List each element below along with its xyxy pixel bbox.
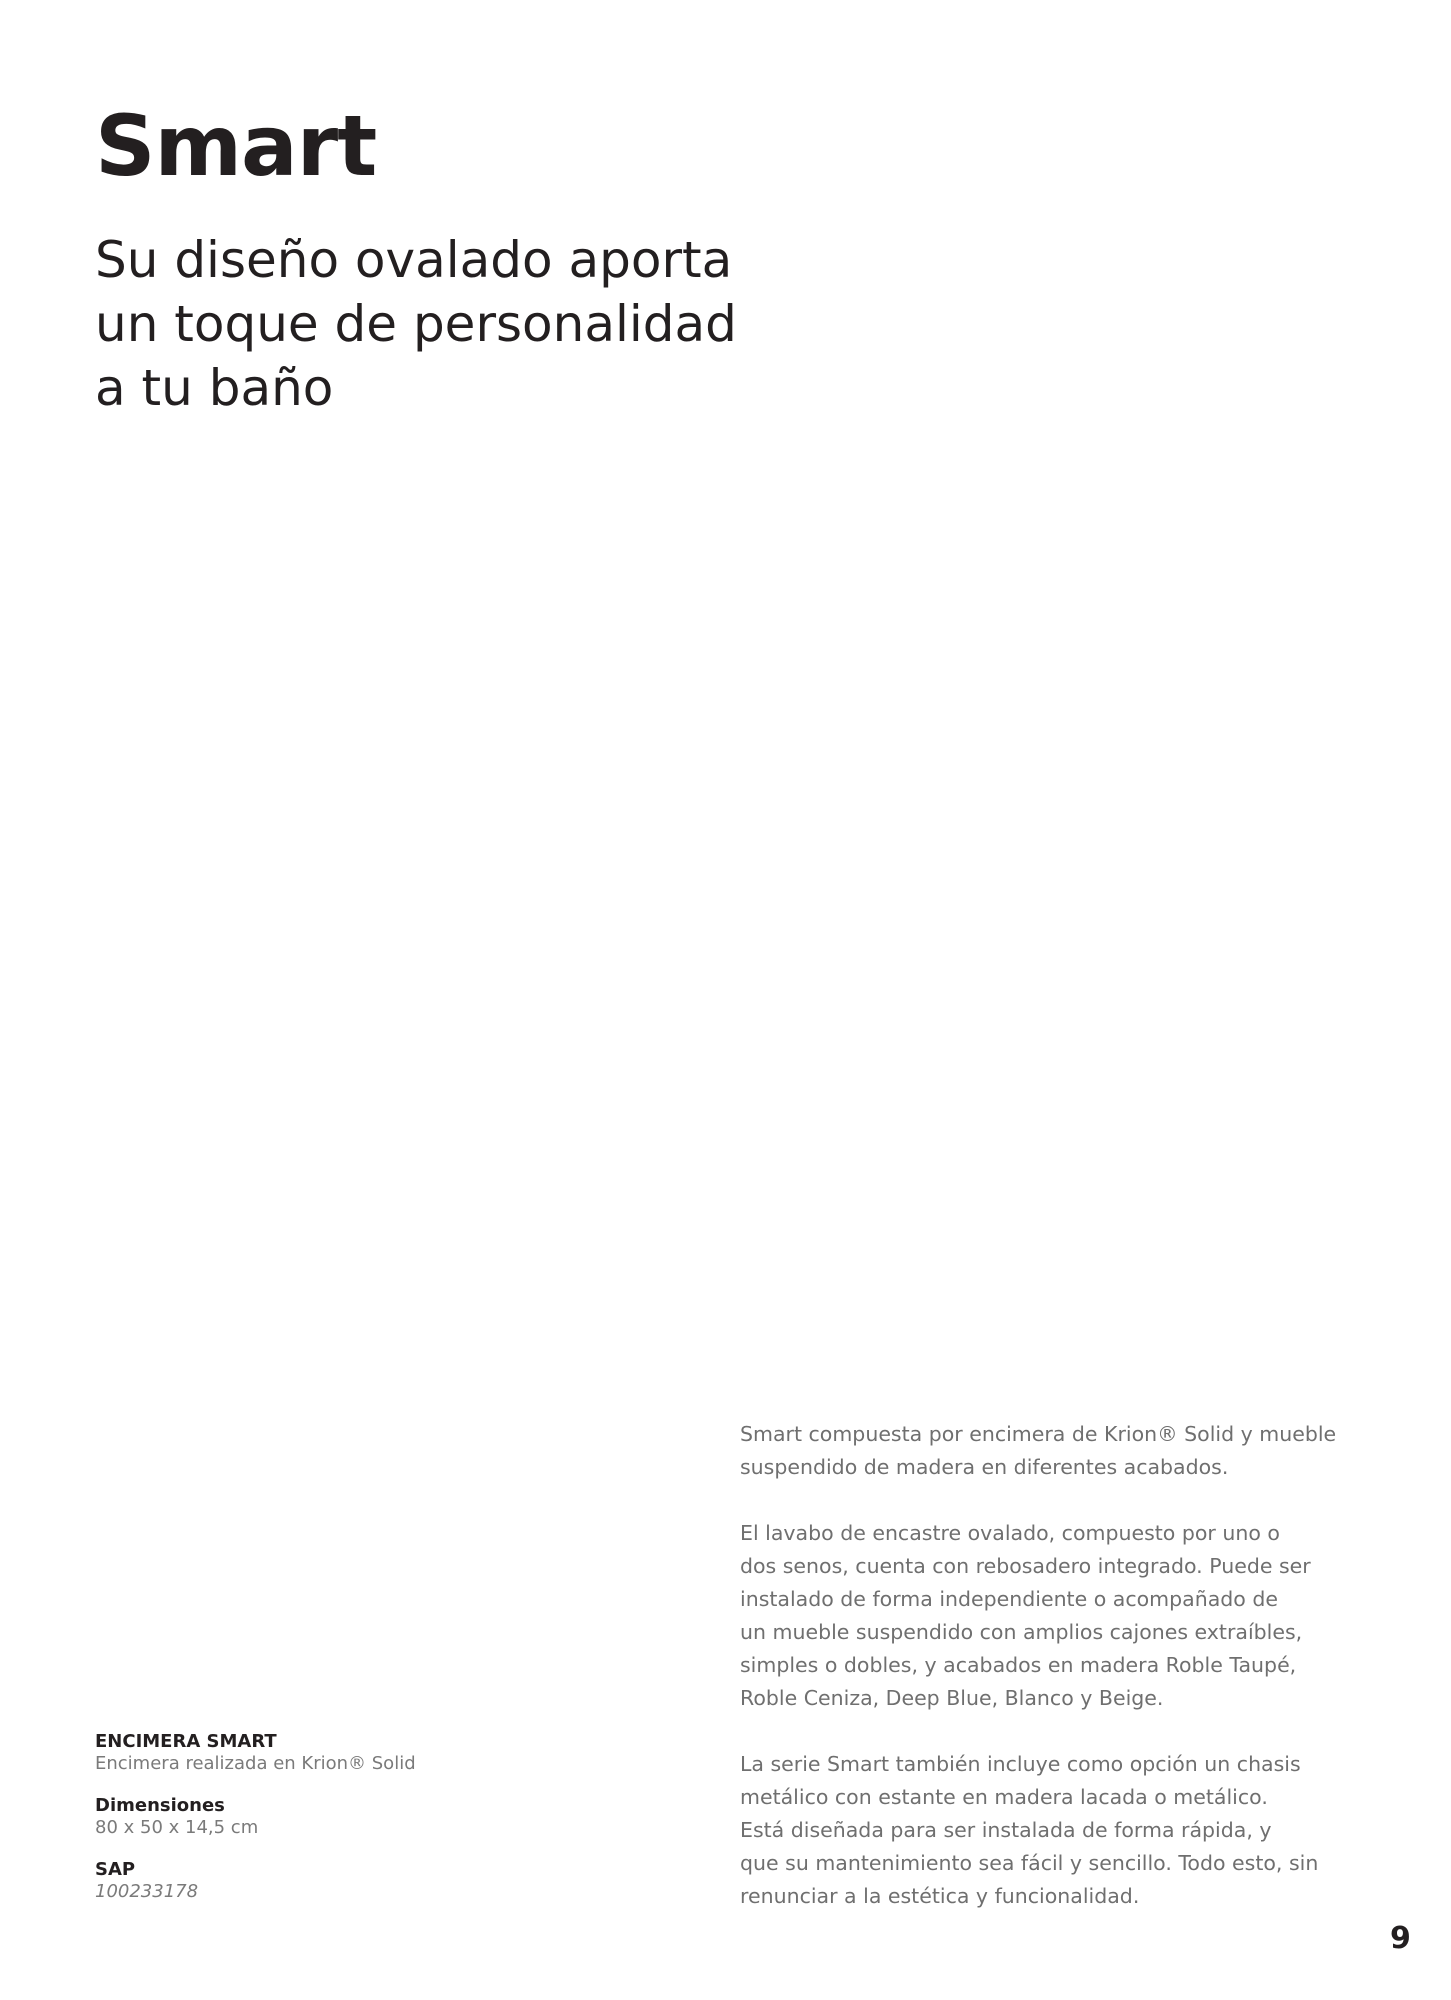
product-spec: [95, 1731, 615, 1903]
product-name-label: ENCIMERA SMART: [95, 1731, 277, 1752]
page-number: 9: [1390, 1921, 1411, 1956]
subtitle-line: Su diseño ovalado aporta: [95, 231, 733, 289]
description-line: suspendido de madera en diferentes acabados.: [740, 1455, 1229, 1479]
description-line: La serie Smart también incluye como opción un chasis: [740, 1752, 1301, 1776]
description-line: simples o dobles, y acabados en madera Roble Taupé,: [740, 1653, 1297, 1677]
description-line: dos senos, cuenta con rebosadero integrado. Puede ser: [740, 1554, 1311, 1578]
description-line: un mueble suspendido con amplios cajones extraíbles,: [740, 1620, 1303, 1644]
product-material-value: Encimera realizada en Krion® Solid: [95, 1753, 416, 1774]
description-line: Roble Ceniza, Deep Blue, Blanco y Beige.: [740, 1686, 1164, 1710]
description-line: Smart compuesta por encimera de Krion® Solid y mueble: [740, 1422, 1337, 1446]
description-line: instalado de forma independiente o acompañado de: [740, 1587, 1278, 1611]
dimensions-value: 80 x 50 x 14,5 cm: [95, 1817, 259, 1838]
description-line: metálico con estante en madera lacada o metálico.: [740, 1785, 1268, 1809]
description-line: que su mantenimiento sea fácil y sencillo. Todo esto, sin: [740, 1851, 1319, 1875]
product-description: [740, 1418, 1340, 1946]
description-paragraph: [740, 1418, 1340, 1484]
dimensions-label: Dimensiones: [95, 1795, 225, 1816]
sap-label: SAP: [95, 1859, 136, 1880]
description-line: renunciar a la estética y funcionalidad.: [740, 1884, 1140, 1908]
description-paragraph: [740, 1517, 1340, 1715]
description-paragraph: [740, 1748, 1340, 1913]
subtitle-line: a tu baño: [95, 359, 334, 417]
page-title: Smart: [95, 97, 377, 195]
description-line: El lavabo de encastre ovalado, compuesto por uno o: [740, 1521, 1280, 1545]
description-line: Está diseñada para ser instalada de forma rápida, y: [740, 1818, 1272, 1842]
page-subtitle: [95, 228, 775, 420]
subtitle-line: un toque de personalidad: [95, 295, 737, 353]
sap-value: 100233178: [95, 1881, 199, 1902]
